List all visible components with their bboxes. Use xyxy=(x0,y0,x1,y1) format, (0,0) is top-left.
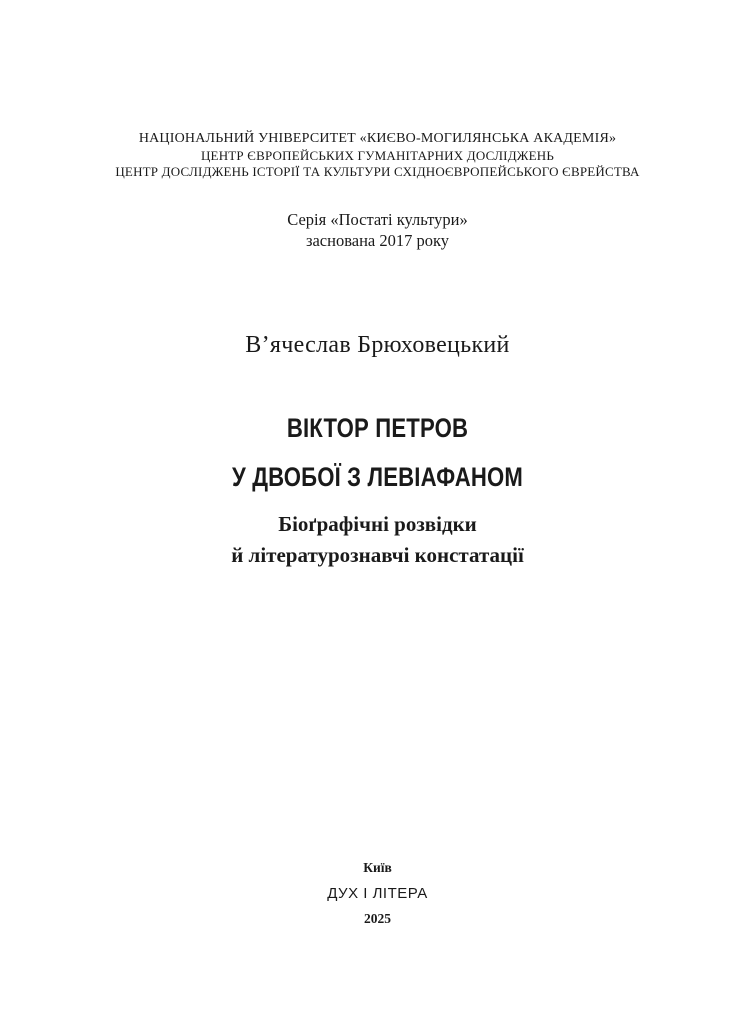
book-title-line-2: У ДВОБОЇ З ЛЕВІАФАНОМ xyxy=(231,462,524,492)
center-name-2: ЦЕНТР ДОСЛІДЖЕНЬ ІСТОРІЇ ТА КУЛЬТУРИ СХІДНОЄВРОПЕЙСЬКОГО ЄВРЕЙСТВА xyxy=(115,164,640,179)
imprint-year: 2025 xyxy=(364,911,391,926)
imprint-publisher: ДУХ І ЛІТЕРА xyxy=(327,885,428,902)
book-subtitle-line-2: й літературознавчі констатації xyxy=(231,543,524,567)
series-founded: заснована 2017 року xyxy=(305,231,450,250)
series-name: Серія «Постаті культури» xyxy=(287,210,468,229)
book-title-line-1: ВІКТОР ПЕТРОВ xyxy=(286,413,469,443)
imprint-city: Київ xyxy=(363,860,392,875)
university-name: НАЦІОНАЛЬНИЙ УНІВЕРСИТЕТ «КИЄВО-МОГИЛЯНСЬКА АКАДЕМІЯ» xyxy=(138,131,617,146)
center-name-1: ЦЕНТР ЄВРОПЕЙСЬКИХ ГУМАНІТАРНИХ ДОСЛІДЖЕНЬ xyxy=(200,148,555,163)
author-name: В’ячеслав Брюховецький xyxy=(245,332,510,358)
book-subtitle-line-1: Біоґрафічні розвідки xyxy=(278,512,477,536)
